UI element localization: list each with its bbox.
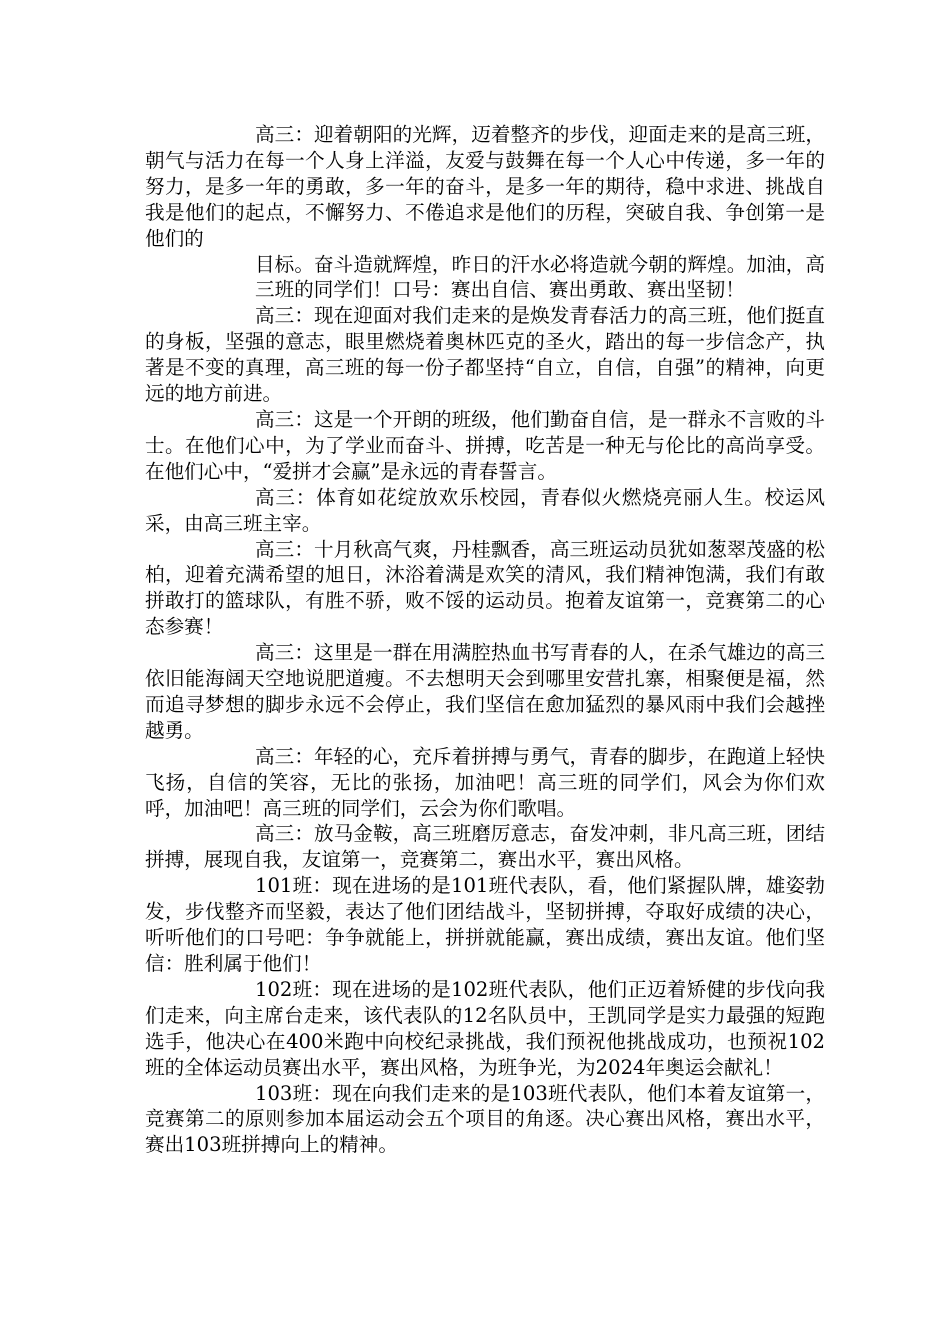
paragraph-5: 高三：体育如花绽放欢乐校园，青春似火燃烧亮丽人生。校运风采，由高三班主宰。: [145, 485, 825, 535]
paragraph-8: 高三：年轻的心，充斥着拼搏与勇气，青春的脚步，在跑道上轻快飞扬，自信的笑容，无比的张扬，加油吧！高三班的同学们，风会为你们欢呼，加油吧！高三班的同学们，云会为你们歌唱。: [145, 744, 825, 820]
paragraph-1: 高三：迎着朝阳的光辉，迈着整齐的步伐，迎面走来的是高三班，朝气与活力在每一个人身上洋溢，友爱与鼓舞在每一个人心中传递，多一年的努力，是多一年的勇敢，多一年的奋斗，是多一年的期待，稳中求进、挑战自我是他们的起点，不懈努力、不倦追求是他们的历程，突破自我、争创第一是他们的: [145, 123, 825, 250]
paragraph-9: 高三：放马金鞍，高三班磨厉意志，奋发冲刺，非凡高三班，团结拼搏，展现自我，友谊第一，竞赛第二，赛出水平，赛出风格。: [145, 822, 825, 872]
paragraph-10: 101班：现在进场的是101班代表队，看，他们紧握队牌，雄姿勃发，步伐整齐而坚毅，表达了他们团结战斗，坚韧拼搏，夺取好成绩的决心，听听他们的口号吧：争争就能上，拼拼就能赢，赛出成绩，赛出友谊。他们坚信：胜利属于他们！: [145, 874, 825, 975]
paragraph-11: 102班：现在进场的是102班代表队，他们正迈着矫健的步伐向我们走来，向主席台走来，该代表队的12名队员中，王凯同学是实力最强的短跑选手，他决心在400米跑中向校纪录挑战，我们预祝他挑战成功，也预祝102班的全体运动员赛出水平，赛出风格，为班争光，为2024年奥运会献礼！: [145, 977, 825, 1079]
document-body: [145, 122, 825, 1158]
paragraph-12: 103班：现在向我们走来的是103班代表队，他们本着友谊第一，竞赛第二的原则参加本届运动会五个项目的角逐。决心赛出风格，赛出水平，赛出103班拼搏向上的精神。: [145, 1081, 825, 1157]
paragraph-2: 目标。奋斗造就辉煌，昨日的汗水必将造就今朝的辉煌。加油，高三班的同学们！口号：赛出自信、赛出勇敢、赛出坚韧！: [255, 252, 825, 302]
paragraph-7: 高三：这里是一群在用满腔热血书写青春的人，在杀气雄边的高三依旧能海阔天空地说肥道瘦。不去想明天会到哪里安营扎寨，相聚便是福，然而追寻梦想的脚步永远不会停止，我们坚信在愈加猛烈的暴风雨中我们会越挫越勇。: [145, 641, 825, 742]
paragraph-6: 高三：十月秋高气爽，丹桂飘香，高三班运动员犹如葱翠茂盛的松柏，迎着充满希望的旭日，沐浴着满是欢笑的清风，我们精神饱满，我们有敢拼敢打的篮球队，有胜不骄，败不馁的运动员。抱着友谊第一，竞赛第二的心态参赛！: [145, 537, 825, 639]
paragraph-3: 高三：现在迎面对我们走来的是焕发青春活力的高三班，他们挺直的身板，坚强的意志，眼里燃烧着奥林匹克的圣火，踏出的每一步信念产，执著是不变的真理，高三班的每一份子都坚持“自立，自信，自强”的精神，向更远的地方前进。: [145, 304, 825, 406]
paragraph-4: 高三：这是一个开朗的班级，他们勤奋自信，是一群永不言败的斗士。在他们心中，为了学业而奋斗、拼搏，吃苦是一种无与伦比的高尚享受。在他们心中，“爱拼才会赢”是永远的青春誓言。: [145, 407, 825, 483]
